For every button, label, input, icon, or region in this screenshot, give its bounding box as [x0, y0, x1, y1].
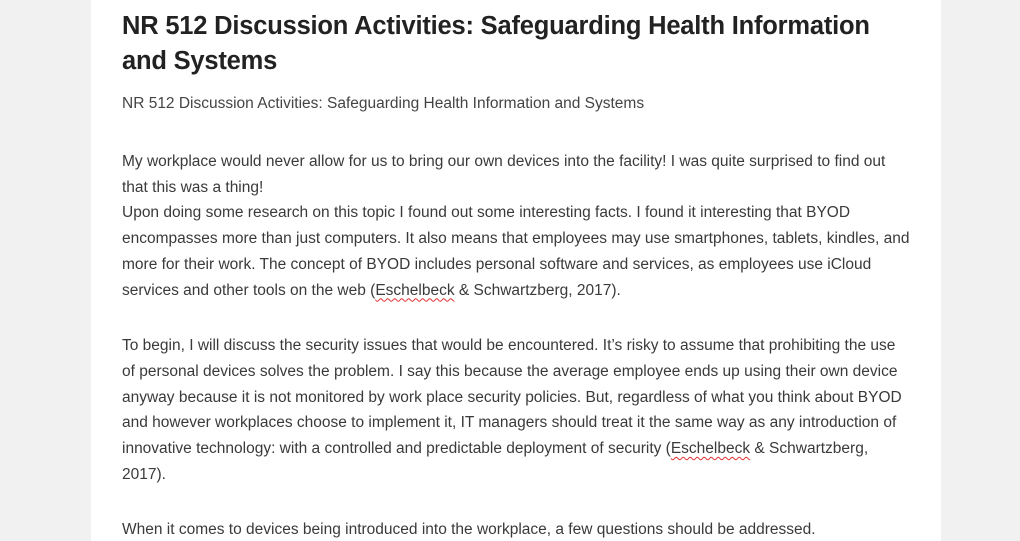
citation-rest: & Schwartzberg, 2017).: [122, 440, 869, 483]
article-title: NR 512 Discussion Activities: Safeguarding Health Information and Systems: [122, 12, 870, 75]
paragraph-security-issues: [122, 333, 912, 487]
paragraph-byod-intro-line1: My workplace would never allow for us to bring our own devices into the facility! I was quite surprised to find out that this was a thing!: [122, 153, 886, 196]
article-subtitle: NR 512 Discussion Activities: Safeguarding Health Information and Systems: [122, 95, 645, 112]
paragraph-security-issues-text: To begin, I will discuss the security issues that would be encountered. It’s risky to assume that prohibiting the use of personal devices solves the problem. I say this because the average employee ends up using their own device anyway because it is not monitored by work place security policies. But, regardless of what you think about BYOD and however workplaces choose to implement it, IT managers should treat it the same way as any introduction of innovative technology: with a controlled and predictable deployment of security (: [122, 337, 902, 458]
article-page: [91, 0, 941, 541]
paragraph-byod-facts: Upon doing some research on this topic I found out some interesting facts. I found it interesting that BYOD encompasses more than just computers. It also means that employees may use smartphones, tablets, kindles, and more for their work. The concept of BYOD includes personal software and services, as employees use iCloud services and other tools on the web (: [122, 204, 910, 299]
article-content: [122, 9, 912, 541]
citation-author-misspelled[interactable]: Eschelbeck: [375, 281, 455, 299]
paragraph-byod-intro: [122, 149, 912, 303]
paragraph-devices-questions: When it comes to devices being introduced into the workplace, a few questions should be addressed.: [122, 521, 816, 539]
citation-rest: & Schwartzberg, 2017).: [454, 281, 621, 299]
citation-author-misspelled[interactable]: Eschelbeck: [670, 440, 751, 458]
